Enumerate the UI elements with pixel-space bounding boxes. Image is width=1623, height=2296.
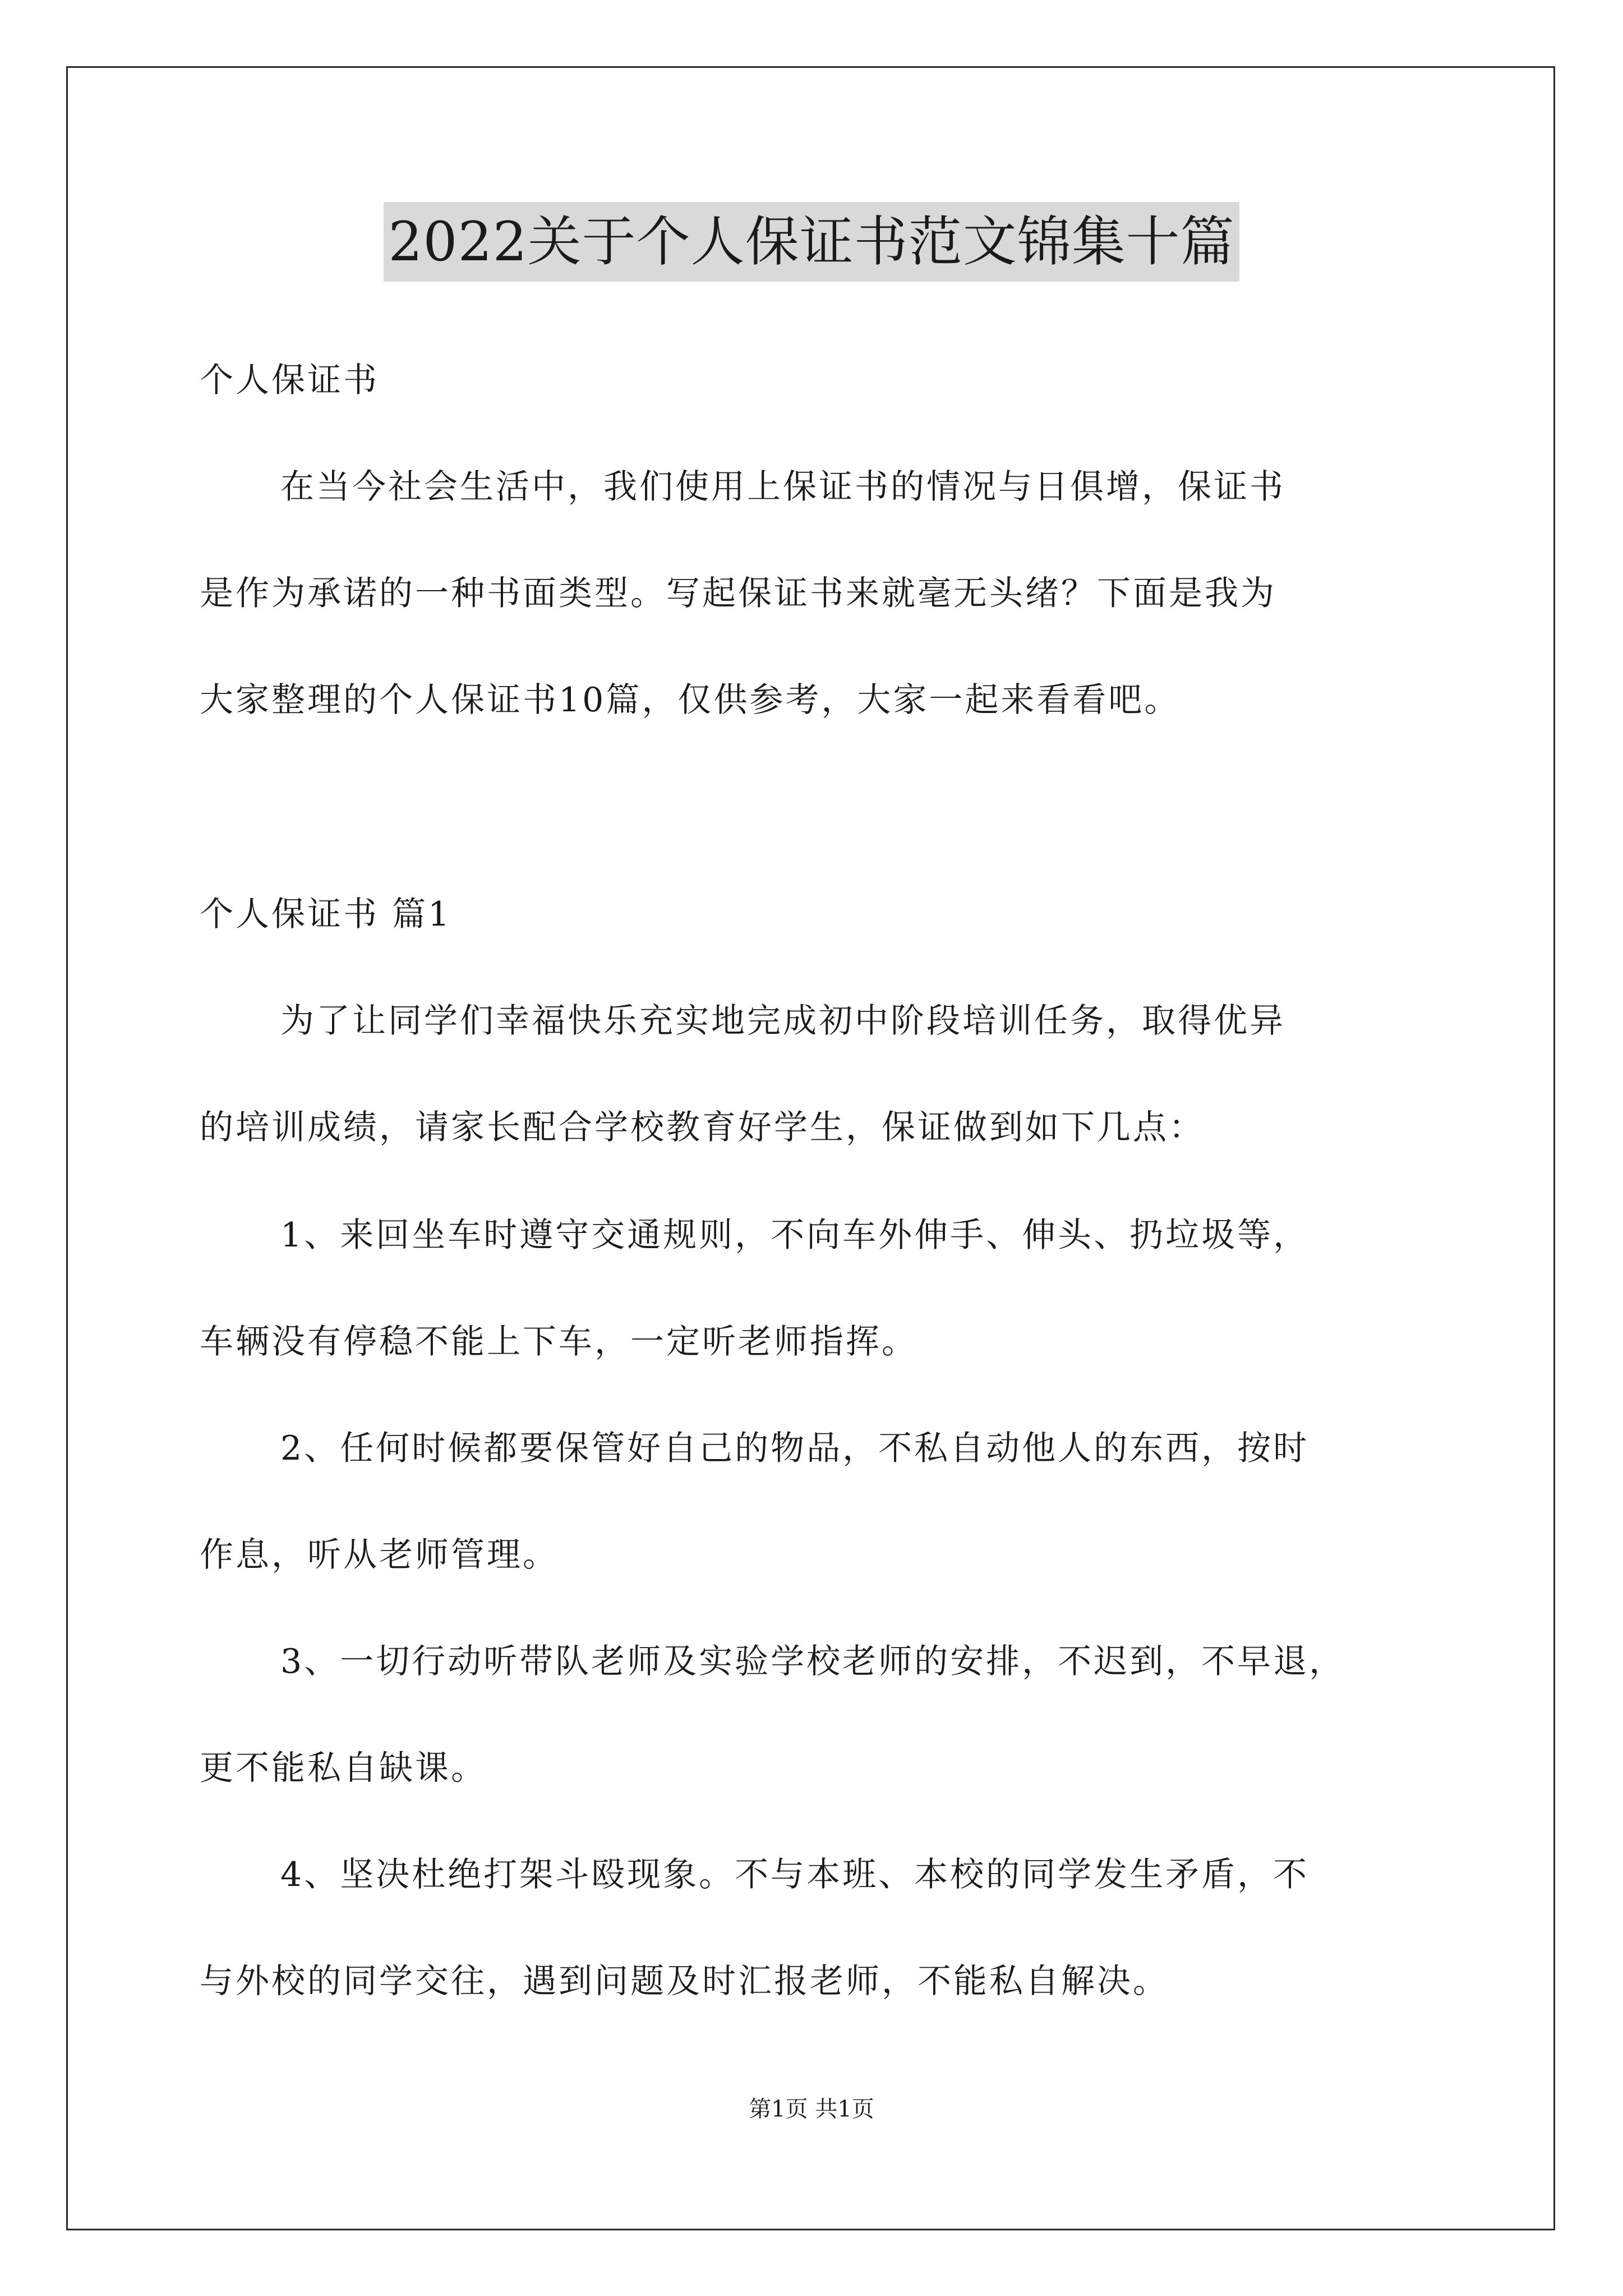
body-line-2: 的培训成绩，请家长配合学校教育好学生，保证做到如下几点： <box>200 1108 1205 1147</box>
body-line-1: 为了让同学们幸福快乐充实地完成初中阶段培训任务，取得优异 <box>280 1001 1285 1041</box>
body-line-4: 车辆没有停稳不能上下车，一定听老师指挥。 <box>200 1322 917 1361</box>
body-line-8: 更不能私自缺课。 <box>200 1749 487 1788</box>
intro-line-3: 大家整理的个人保证书10篇，仅供参考，大家一起来看看吧。 <box>200 680 1181 720</box>
section-heading: 个人保证书 篇1 <box>200 895 452 934</box>
document-title: 2022关于个人保证书范文锦集十篇 <box>384 202 1239 282</box>
body-line-10: 与外校的同学交往，遇到问题及时汇报老师，不能私自解决。 <box>200 1962 1169 2001</box>
body-line-9: 4、坚决杜绝打架斗殴现象。不与本班、本校的同学发生矛盾，不 <box>280 1855 1310 1894</box>
body-line-5: 2、任何时候都要保管好自己的物品，不私自动他人的东西，按时 <box>280 1429 1310 1468</box>
intro-line-1: 在当今社会生活中，我们使用上保证书的情况与日俱增，保证书 <box>280 467 1285 507</box>
intro-line-2: 是作为承诺的一种书面类型。写起保证书来就毫无头绪？下面是我为 <box>200 574 1276 613</box>
title-container <box>0 202 1623 282</box>
body-line-3: 1、来回坐车时遵守交通规则，不向车外伸手、伸头、扔垃圾等， <box>280 1216 1310 1255</box>
body-line-6: 作息，听从老师管理。 <box>200 1535 559 1575</box>
page-footer: 第1页 共1页 <box>749 2096 874 2122</box>
body-line-7: 3、一切行动听带队老师及实验学校老师的安排，不迟到，不早退， <box>280 1642 1345 1681</box>
intro-heading: 个人保证书 <box>200 361 379 400</box>
